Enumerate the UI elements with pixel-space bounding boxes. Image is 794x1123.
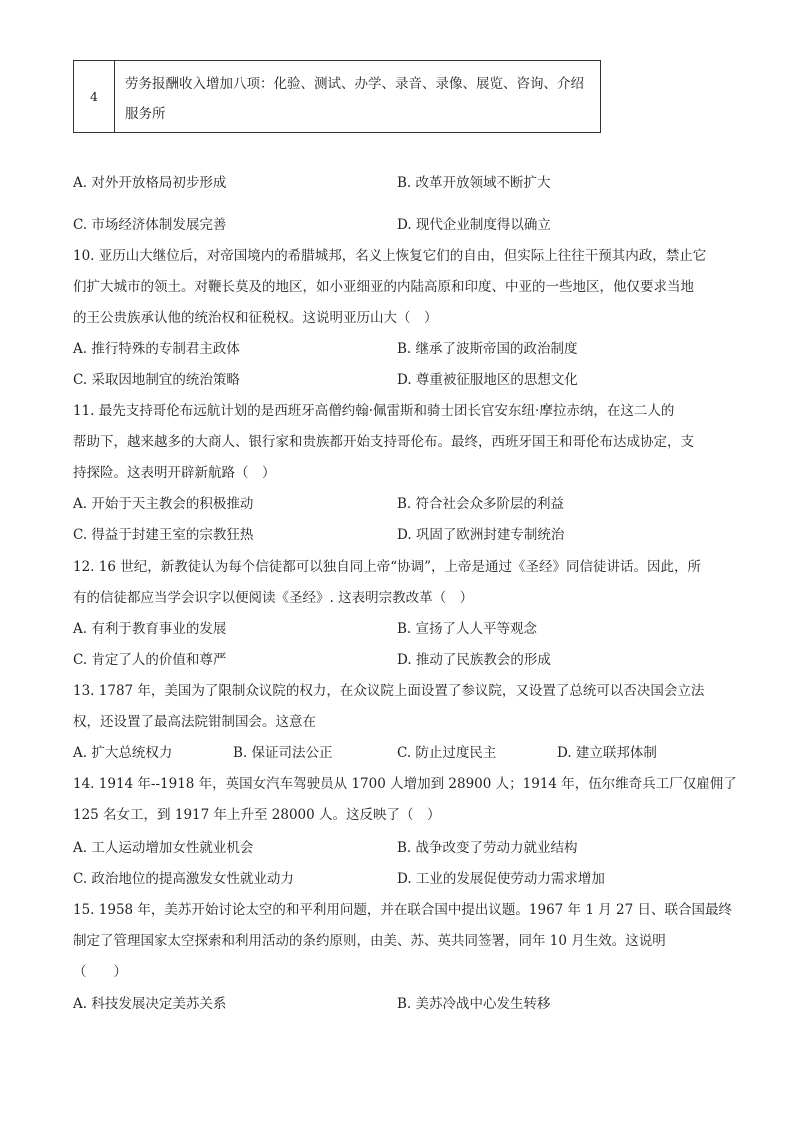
q12-stem-line1: 12. 16 世纪，新教徒认为每个信徒都可以独自同上帝“协调”，上帝是通过《圣经》同信徒讲话。因此，所	[73, 559, 702, 575]
reform-table-row	[73, 60, 601, 133]
q15-stem-line2: 制定了管理国家太空探索和利用活动的条约原则，由美、苏、英共同签署，同年 10 月生效。这说明	[73, 933, 666, 949]
q14-stem-line2: 125 名女工，到 1917 年上升至 28000 人。这反映了（ ）	[73, 807, 441, 823]
q15-stem-line3: （ ）	[73, 964, 127, 980]
q14-option-c: C. 政治地位的提高激发女性就业动力	[73, 871, 294, 887]
q14-option-d: D. 工业的发展促使劳动力需求增加	[397, 871, 605, 887]
q14-stem-line1: 14. 1914 年--1918 年，英国女汽车驾驶员从 1700 人增加到 28900 人；1914 年，伍尔维奇兵工厂仅雇佣了	[73, 776, 737, 792]
q13-stem-line1: 13. 1787 年，美国为了限制众议院的权力，在众议院上面设置了参议院，又设置了总统可以否决国会立法	[73, 683, 705, 699]
q15-option-a: A. 科技发展决定美苏关系	[73, 996, 227, 1012]
q14-option-a: A. 工人运动增加女性就业机会	[73, 840, 254, 856]
q13-option-a: A. 扩大总统权力	[73, 745, 173, 761]
q10-option-c: C. 采取因地制宜的统治策略	[73, 372, 240, 388]
q11-option-d: D. 巩固了欧洲封建专制统治	[397, 527, 565, 543]
q11-option-c: C. 得益于封建王室的宗教狂热	[73, 527, 254, 543]
q9-option-b: B. 改革开放领域不断扩大	[397, 175, 551, 191]
q12-option-a: A. 有利于教育事业的发展	[73, 621, 227, 637]
q10-stem-line3: 的王公贵族承认他的统治权和征税权。这说明亚历山大（ ）	[73, 310, 438, 326]
q11-stem-line2: 帮助下，越来越多的大商人、银行家和贵族都开始支持哥伦布。最终，西班牙国王和哥伦布达成协定，支	[73, 434, 694, 450]
q15-stem-line1: 15. 1958 年，美苏开始讨论太空的和平利用问题，并在联合国中提出议题。1967 年 1 月 27 日、联合国最终	[73, 902, 732, 918]
q9-option-a: A. 对外开放格局初步形成	[73, 175, 227, 191]
q9-option-d: D. 现代企业制度得以确立	[397, 217, 551, 233]
q13-option-c: C. 防止过度民主	[397, 745, 497, 761]
q12-option-c: C. 肯定了人的价值和尊严	[73, 652, 227, 668]
q15-option-b: B. 美苏冷战中心发生转移	[397, 996, 551, 1012]
table-row-content: 劳务报酬收入增加八项：化验、测试、办学、录音、录像、展览、咨询、介绍服务所	[125, 76, 584, 122]
q10-option-b: B. 继承了波斯帝国的政治制度	[397, 341, 578, 357]
q13-stem-line2: 权，还设置了最高法院钳制国会。这意在	[73, 714, 316, 730]
q11-stem-line1: 11. 最先支持哥伦布远航计划的是西班牙高僧约翰·佩雷斯和骑士团长官安东纽·摩拉赤纳，在这二人的	[73, 403, 675, 419]
q10-option-d: D. 尊重被征服地区的思想文化	[397, 372, 578, 388]
q12-stem-line2: 有的信徒都应当学会识字以便阅读《圣经》. 这表明宗教改革（ ）	[73, 590, 474, 606]
q12-option-b: B. 宣扬了人人平等观念	[397, 621, 538, 637]
q11-stem-line3: 持探险。这表明开辟新航路（ ）	[73, 465, 276, 481]
q11-option-a: A. 开始于天主教会的积极推动	[73, 496, 254, 512]
q10-option-a: A. 推行特殊的专制君主政体	[73, 341, 240, 357]
q10-stem-line1: 10. 亚历山大继位后，对帝国境内的希腊城邦，名义上恢复它们的自由，但实际上往往干预其内政，禁止它	[73, 248, 707, 264]
q9-option-c: C. 市场经济体制发展完善	[73, 217, 227, 233]
q13-option-b: B. 保证司法公正	[233, 745, 333, 761]
table-row-number: 4	[74, 61, 115, 132]
q10-stem-line2: 们扩大城市的领土。对鞭长莫及的地区，如小亚细亚的内陆高原和印度、中亚的一些地区，他仅要求当地	[73, 279, 694, 295]
q11-option-b: B. 符合社会众多阶层的利益	[397, 496, 565, 512]
q14-option-b: B. 战争改变了劳动力就业结构	[397, 840, 578, 856]
q12-option-d: D. 推动了民族教会的形成	[397, 652, 551, 668]
q13-option-d: D. 建立联邦体制	[557, 745, 657, 761]
